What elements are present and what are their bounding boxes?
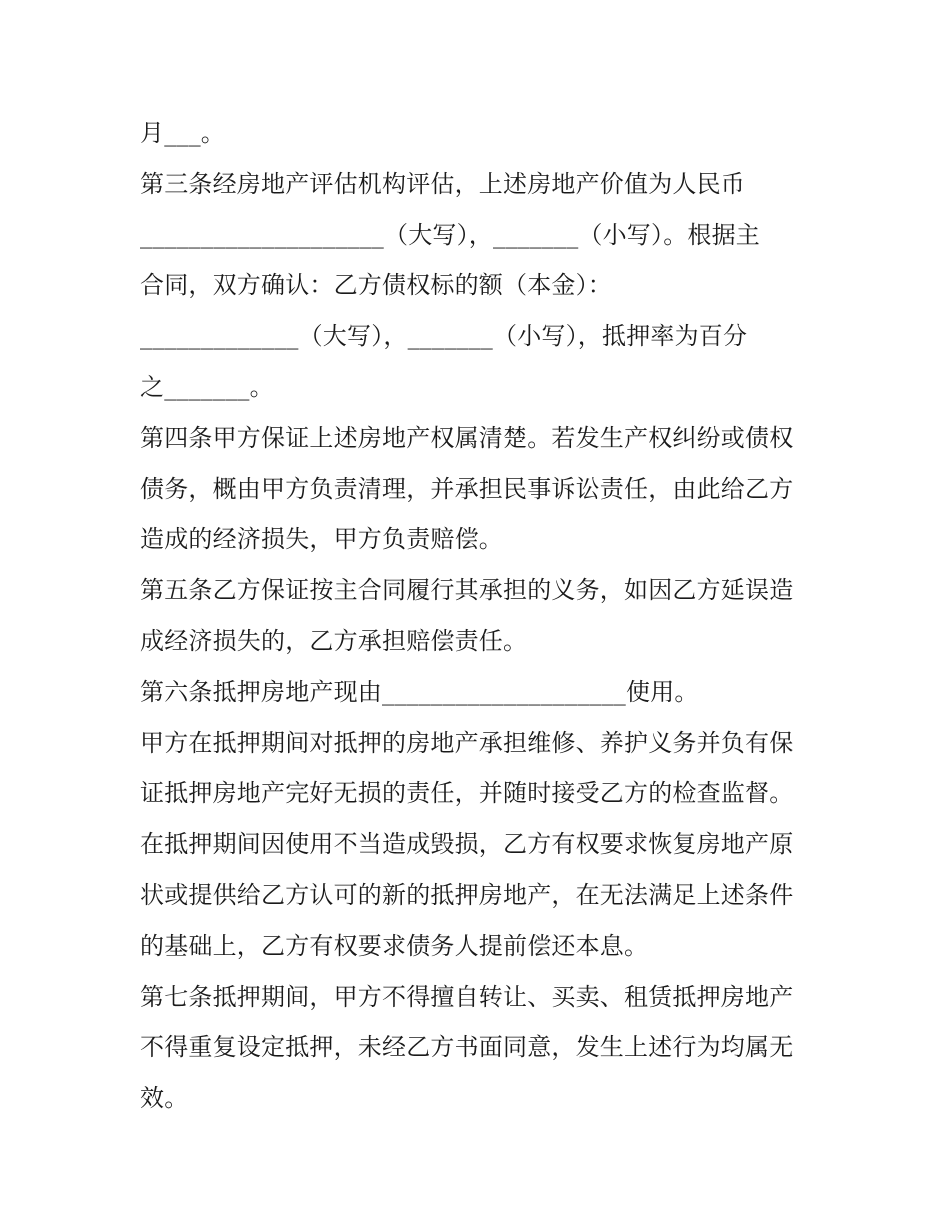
text-line-12: 第六条抵押房地产现由____________________使用。 (140, 677, 699, 706)
text-line-17: 的基础上，乙方有权要求债务人提前偿还本息。 (140, 931, 649, 960)
contract-body-text (140, 108, 820, 1124)
text-line-14: 证抵押房地产完好无损的责任，并随时接受乙方的检查监督。 (140, 779, 794, 808)
text-line-3: ____________________（大写），_______（小写）。根据主 (140, 220, 760, 249)
text-line-9: 造成的经济损失，甲方负责赔偿。 (140, 525, 503, 554)
text-line-2: 第三条经房地产评估机构评估，上述房地产价值为人民币 (140, 169, 745, 198)
text-line-8: 债务，概由甲方负责清理，并承担民事诉讼责任，由此给乙方 (140, 474, 794, 503)
text-line-5: _____________（大写），_______（小写），抵押率为百分 (140, 322, 748, 351)
text-line-19: 不得重复设定抵押，未经乙方书面同意，发生上述行为均属无 (140, 1033, 794, 1062)
text-line-1: 月___。 (140, 119, 225, 147)
text-line-7: 第四条甲方保证上述房地产权属清楚。若发生产权纠纷或债权 (140, 423, 794, 452)
text-line-13: 甲方在抵押期间对抵押的房地产承担维修、养护义务并负有保 (140, 728, 794, 757)
text-line-4: 合同，双方确认：乙方债权标的额（本金）： (140, 271, 612, 300)
text-line-6: 之_______。 (140, 372, 274, 401)
text-line-20: 效。 (140, 1084, 189, 1113)
text-line-15: 在抵押期间因使用不当造成毁损，乙方有权要求恢复房地产原 (140, 830, 794, 859)
text-line-10: 第五条乙方保证按主合同履行其承担的义务，如因乙方延误造 (140, 576, 794, 605)
text-line-18: 第七条抵押期间，甲方不得擅自转让、买卖、租赁抵押房地产 (140, 982, 794, 1011)
text-line-11: 成经济损失的，乙方承担赔偿责任。 (140, 626, 528, 655)
text-line-16: 状或提供给乙方认可的新的抵押房地产，在无法满足上述条件 (140, 880, 794, 909)
